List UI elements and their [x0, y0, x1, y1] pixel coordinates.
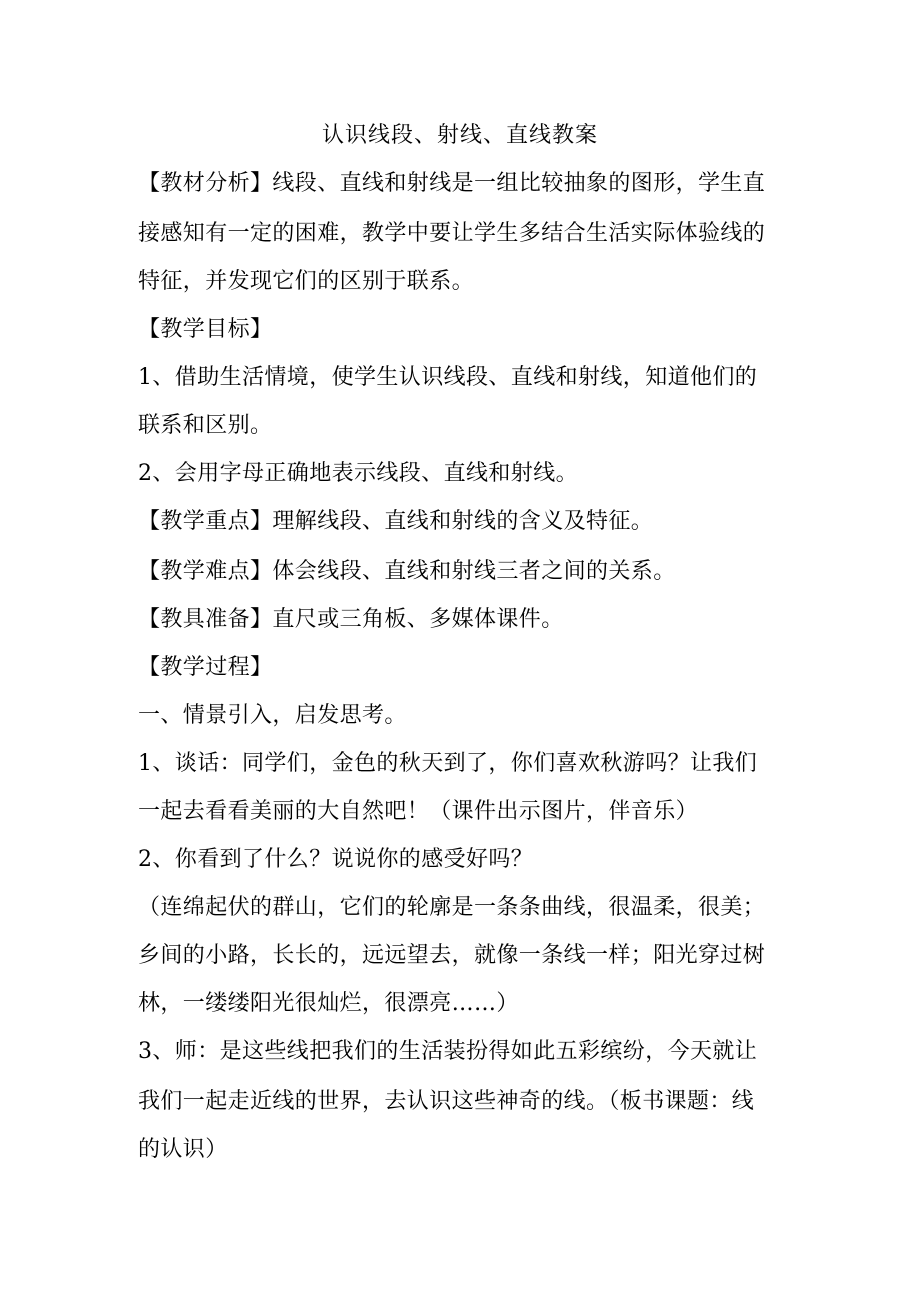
text-line: 乡间的小路，长长的，远远望去，就像一条线一样；阳光穿过树 [138, 943, 766, 968]
text-line: 联系和区别。 [138, 413, 273, 438]
text-line: 【教学过程】 [138, 655, 273, 680]
text-line: （连绵起伏的群山，它们的轮廓是一条条曲线，很温柔，很美； [138, 895, 766, 920]
text-line: 一、情景引入，启发思考。 [138, 703, 407, 728]
text-line: 2、你看到了什么？说说你的感受好吗？ [138, 847, 534, 872]
text-line: 【教材分析】线段、直线和射线是一组比较抽象的图形，学生直 [138, 171, 766, 196]
text-line: 我们一起走近线的世界，去认识这些神奇的线。（板书课题：线 [138, 1089, 755, 1114]
text-line: 的认识） [138, 1137, 228, 1162]
document-title: 认识线段、射线、直线教案 [321, 123, 598, 148]
text-line: 【教具准备】直尺或三角板、多媒体课件。 [138, 607, 564, 632]
text-line: 【教学目标】 [138, 317, 273, 342]
text-line: 1、借助生活情境，使学生认识线段、直线和射线，知道他们的 [138, 365, 758, 390]
text-line: 特征，并发现它们的区别于联系。 [138, 269, 475, 294]
text-line: 【教学难点】体会线段、直线和射线三者之间的关系。 [138, 559, 676, 584]
text-line: 一起去看看美丽的大自然吧！（课件出示图片，伴音乐） [138, 799, 699, 824]
text-line: 3、师：是这些线把我们的生活装扮得如此五彩缤纷，今天就让 [138, 1039, 758, 1064]
text-line: 林，一缕缕阳光很灿烂，很漂亮……） [138, 991, 519, 1016]
text-line: 【教学重点】理解线段、直线和射线的含义及特征。 [138, 509, 654, 534]
text-line: 1、谈话：同学们，金色的秋天到了，你们喜欢秋游吗？让我们 [138, 751, 758, 776]
text-line: 2、会用字母正确地表示线段、直线和射线。 [138, 461, 578, 486]
text-line: 接感知有一定的困难，教学中要让学生多结合生活实际体验线的 [138, 221, 766, 246]
